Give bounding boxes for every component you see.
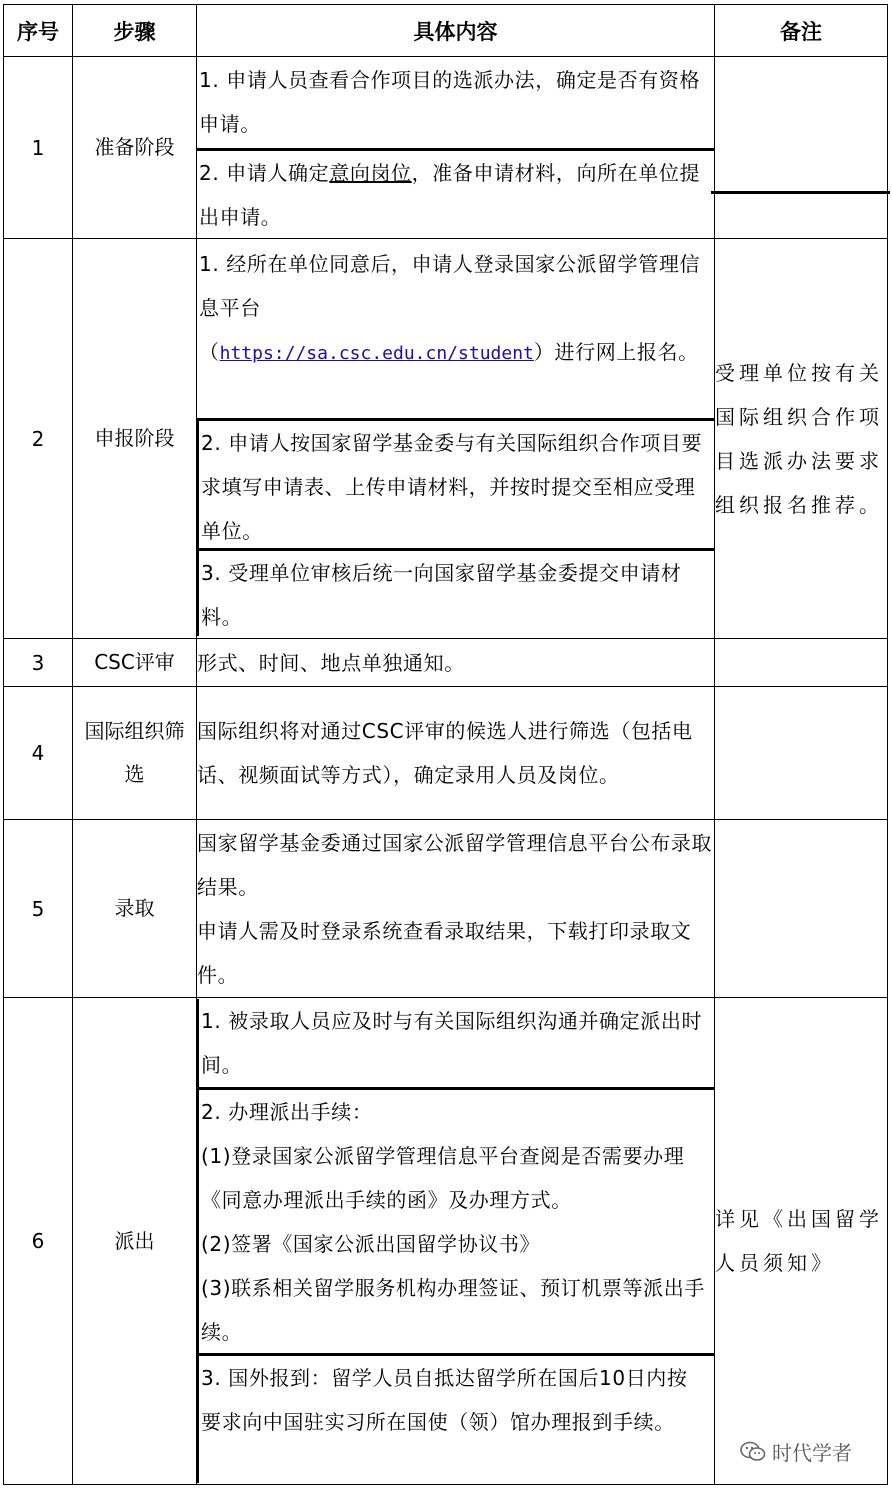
row-content: 形式、时间、地点单独通知。 <box>197 639 715 687</box>
item-sub: (3)联系相关留学服务机构办理签证、预订机票等派出手续。 <box>201 1276 705 1344</box>
header-remark: 备注 <box>715 5 888 57</box>
content-item: 3. 受理单位审核后统一向国家留学基金委提交申请材料。 <box>197 548 714 636</box>
procedure-table <box>3 4 888 1485</box>
row-step: 派出 <box>73 998 197 1485</box>
header-num: 序号 <box>4 5 73 57</box>
link-line: （https://sa.csc.edu.cn/student）进行网上报名。 <box>199 339 699 364</box>
row-content <box>197 57 715 239</box>
table-row <box>4 820 888 998</box>
underlined-text: 意向岗位 <box>329 161 412 185</box>
row-num: 1 <box>4 57 73 239</box>
item-text: 1. 经所在单位同意后，申请人登录国家公派留学管理信息平台 <box>199 251 701 320</box>
watermark-text: 时代学者 <box>772 1441 852 1465</box>
content-item: 2. 申请人确定意向岗位，准备申请材料，向所在单位提出申请。 <box>197 148 714 237</box>
content-item: 3. 国外报到：留学人员自抵达留学所在国后10日内按要求向中国驻实习所在国使（领）馆办理报到手续。 <box>197 1353 714 1483</box>
row-step: 录取 <box>73 820 197 998</box>
row-num: 3 <box>4 639 73 687</box>
table-row <box>4 57 888 239</box>
table-row <box>4 998 888 1485</box>
row-remark <box>715 687 888 820</box>
content-item <box>197 242 714 418</box>
content-paragraph: 国家留学基金委通过国家公派留学管理信息平台公布录取结果。 <box>197 830 712 899</box>
header-step: 步骤 <box>73 5 197 57</box>
row-remark: 受理单位按有关国际组织合作项目选派办法要求组织报名推荐。 <box>715 239 888 639</box>
table-row <box>4 639 888 687</box>
row-num: 6 <box>4 998 73 1485</box>
row-num: 5 <box>4 820 73 998</box>
row-step: 申报阶段 <box>73 239 197 639</box>
wechat-icon <box>740 1441 766 1463</box>
content-item: 2. 申请人按国家留学基金委与有关国际组织合作项目要求填写申请表、上传申请材料，并按时提交至相应受理单位。 <box>197 418 714 548</box>
row-step: 准备阶段 <box>73 57 197 239</box>
table-row <box>4 239 888 639</box>
item-sub: (1)登录国家公派留学管理信息平台查阅是否需要办理《同意办理派出手续的函》及办理方式。 <box>201 1144 685 1212</box>
row-remark: 详见《出国留学人员须知》 <box>715 998 888 1485</box>
content-item <box>197 1087 714 1353</box>
row-content <box>197 239 715 639</box>
header-content: 具体内容 <box>197 5 715 57</box>
row-num: 2 <box>4 239 73 639</box>
content-paragraph: 申请人需及时登录系统查看录取结果，下载打印录取文件。 <box>197 918 692 987</box>
row-remark <box>715 57 888 239</box>
content-item: 1. 被录取人员应及时与有关国际组织沟通并确定派出时间。 <box>197 999 714 1087</box>
row-content <box>197 820 715 998</box>
row-content <box>197 998 715 1485</box>
item-sub: (2)签署《国家公派出国留学协议书》 <box>201 1232 541 1256</box>
row-num: 4 <box>4 687 73 820</box>
row-step: CSC评审 <box>73 639 197 687</box>
row-remark <box>715 639 888 687</box>
row-content: 国际组织将对通过CSC评审的候选人进行筛选（包括电话、视频面试等方式），确定录用人员及岗位。 <box>197 687 715 820</box>
content-item: 1. 申请人员查看合作项目的选派办法，确定是否有资格申请。 <box>199 68 701 136</box>
item-title: 2. 办理派出手续： <box>201 1100 373 1124</box>
table-row <box>4 687 888 820</box>
row-step: 国际组织筛选 <box>73 687 197 820</box>
header-row <box>4 5 888 57</box>
row-remark <box>715 820 888 998</box>
platform-link[interactable]: https://sa.csc.edu.cn/student <box>219 342 534 364</box>
watermark <box>740 1437 852 1466</box>
